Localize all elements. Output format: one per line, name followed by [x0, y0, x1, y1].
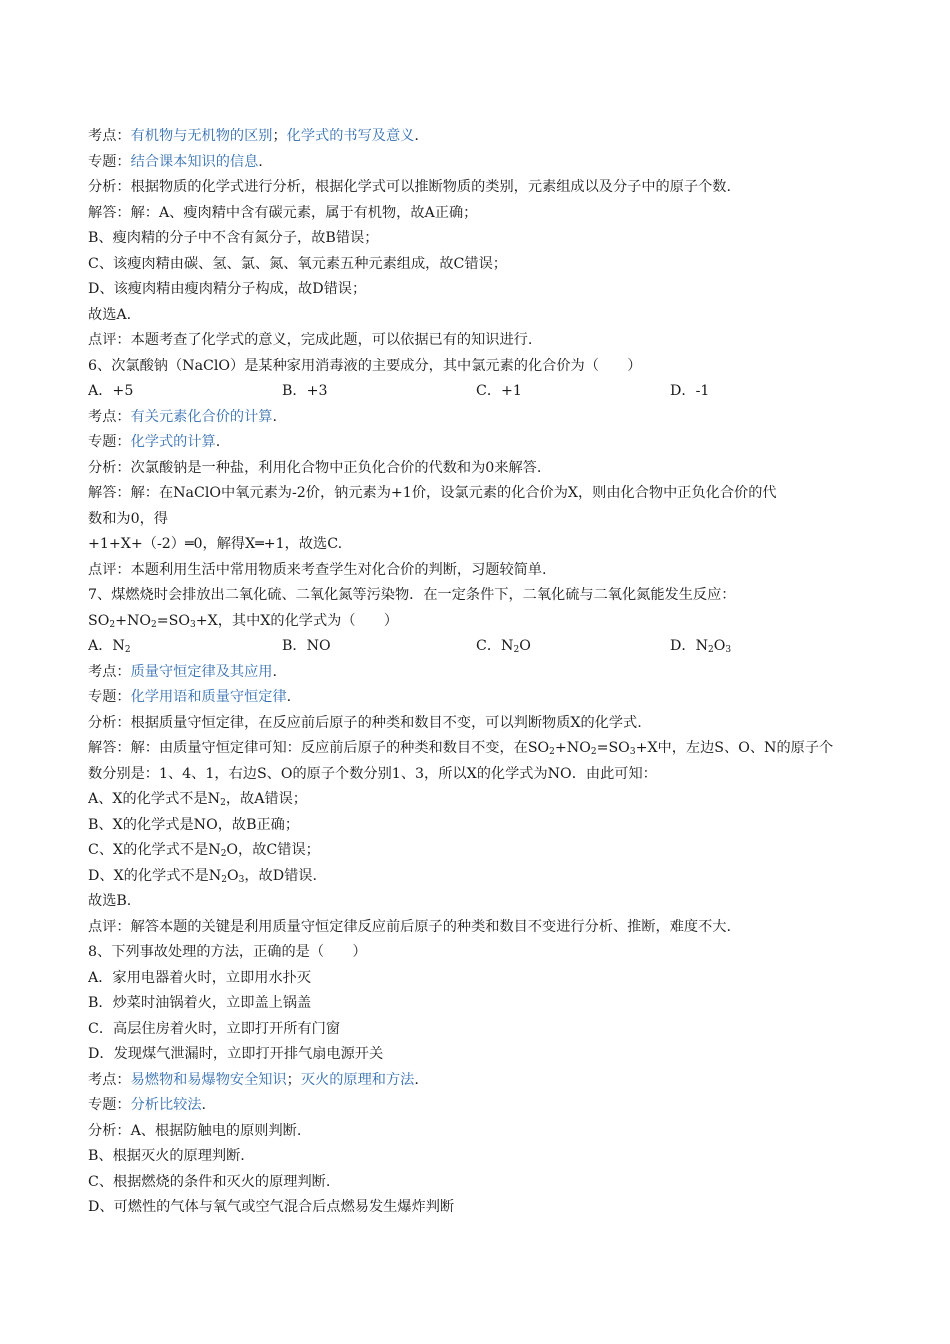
option-c: C．高层住房着火时，立即打开所有门窗: [88, 1020, 341, 1037]
option-row: [88, 634, 878, 660]
zhuanti-line: 专题：分析比较法.: [88, 1097, 207, 1113]
answer-line: A、X的化学式不是$N_2$，故A错误；: [88, 791, 307, 808]
kaodian-line: 考点：易燃物和易爆物安全知识；灭火的原理和方法.: [88, 1071, 419, 1088]
zhuanti-link[interactable]: 分析比较法: [130, 1097, 202, 1113]
dianping-line: 点评：本题考查了化学式的意义，完成此题，可以依据已有的知识进行.: [88, 332, 533, 348]
question-stem: 6、次氯酸钠（NaClO）是某种家用消毒液的主要成分，其中氯元素的化合价为（ ）: [88, 357, 642, 374]
document-page: [88, 124, 878, 1221]
question-stem: 8、下列事故处理的方法，正确的是（ ）: [88, 944, 367, 960]
fenxi-line: B、根据灭火的原理判断.: [88, 1148, 245, 1164]
jieda-line: 数和为0，得: [88, 510, 168, 527]
option-c: C．$N_2O$: [476, 638, 531, 655]
kaodian-link[interactable]: 有机物与无机物的区别: [130, 128, 273, 144]
answer-line: B、瘦肉精的分子中不含有氮分子，故B错误；: [88, 230, 379, 246]
fenxi-line: 分析：根据物质的化学式进行分析，根据化学式可以推断物质的类别，元素组成以及分子中的原子个数.: [88, 179, 731, 195]
fenxi-line: D、可燃性的气体与氧气或空气混合后点燃易发生爆炸判断: [88, 1199, 455, 1215]
answer-line: C、该瘦肉精由碳、氢、氯、氮、氧元素五种元素组成，故C错误；: [88, 255, 507, 272]
kaodian-link[interactable]: 有关元素化合价的计算: [130, 408, 273, 425]
fenxi-line: 分析：A、根据防触电的原则判断.: [88, 1122, 302, 1139]
kaodian-link[interactable]: 化学式的书写及意义: [286, 128, 415, 144]
zhuanti-link[interactable]: 化学用语和质量守恒定律: [130, 689, 287, 705]
option-a: A．+5: [88, 383, 134, 399]
jieda-line: 解答：解：A、瘦肉精中含有碳元素，属于有机物，故A正确；: [88, 204, 478, 221]
jieda-line: 解答：解：在NaClO中氧元素为-2价，钠元素为+1价，设氯元素的化合价为X，则由化合物中正负化合价的代: [88, 485, 777, 501]
kaodian-link[interactable]: 灭火的原理和方法: [300, 1071, 415, 1088]
zhuanti-line: 专题：化学用语和质量守恒定律.: [88, 689, 292, 705]
kaodian-link[interactable]: 质量守恒定律及其应用: [130, 663, 273, 680]
kaodian-line: 考点：有机物与无机物的区别；化学式的书写及意义.: [88, 128, 419, 144]
question-equation: $SO_2+NO_2=SO_3+X$，其中X的化学式为（ ）: [88, 612, 399, 630]
choice-line: 故选A.: [88, 306, 132, 323]
fenxi-line: 分析：次氯酸钠是一种盐，利用化合物中正负化合价的代数和为0来解答.: [88, 459, 542, 476]
jieda-line: +1+X+（-2）═0，解得X═+1，故选C.: [88, 536, 343, 552]
jieda-line: 解答：解：由质量守恒定律可知：反应前后原子的种类和数目不变，在$SO_2+NO_2=SO_3+X$中，左边S、O、N的原子个: [88, 740, 834, 757]
option-a: A．家用电器着火时，立即用水扑灭: [88, 969, 312, 986]
kaodian-link[interactable]: 易燃物和易爆物安全知识: [130, 1071, 287, 1088]
option-d: D．-1: [670, 383, 710, 399]
zhuanti-link[interactable]: 结合课本知识的信息: [130, 153, 259, 170]
answer-line: D、X的化学式不是$N_2O_3$，故D错误.: [88, 867, 317, 885]
choice-line: 故选B.: [88, 893, 132, 909]
option-b: B．炒菜时油锅着火，立即盖上锅盖: [88, 995, 312, 1011]
kaodian-line: 考点：有关元素化合价的计算.: [88, 408, 277, 425]
zhuanti-link[interactable]: 化学式的计算: [130, 434, 216, 450]
dianping-line: 点评：本题利用生活中常用物质来考查学生对化合价的判断，习题较简单.: [88, 561, 547, 578]
dianping-line: 点评：解答本题的关键是利用质量守恒定律反应前后原子的种类和数目不变进行分析、推断，难度不大.: [88, 918, 731, 935]
jieda-line: 数分别是：1、4、1，右边S、O的原子个数分别1、3，所以X的化学式为NO．由此可知：: [88, 765, 657, 782]
question-stem: 7、煤燃烧时会排放出二氧化硫、二氧化氮等污染物．在一定条件下，二氧化硫与二氧化氮能发生反应：: [88, 587, 736, 603]
kaodian-line: 考点：质量守恒定律及其应用.: [88, 663, 277, 680]
zhuanti-line: 专题：结合课本知识的信息.: [88, 153, 263, 170]
fenxi-line: C、根据燃烧的条件和灭火的原理判断.: [88, 1173, 331, 1190]
answer-line: D、该瘦肉精由瘦肉精分子构成，故D错误；: [88, 281, 367, 297]
answer-line: B、X的化学式是NO，故B正确；: [88, 816, 300, 833]
option-d: D．$N_2O_3$: [670, 638, 732, 655]
zhuanti-line: 专题：化学式的计算.: [88, 434, 221, 450]
option-d: D．发现煤气泄漏时，立即打开排气扇电源开关: [88, 1046, 384, 1062]
option-row: [88, 379, 878, 405]
answer-line: C、X的化学式不是$N_2O$，故C错误；: [88, 842, 320, 859]
option-c: C．+1: [476, 383, 522, 399]
kaodian-label: 考点：: [88, 128, 131, 144]
fenxi-line: 分析：根据质量守恒定律，在反应前后原子的种类和数目不变，可以判断物质X的化学式.: [88, 714, 642, 731]
option-a: A．$N_2$: [88, 638, 131, 655]
option-b: B．NO: [282, 638, 331, 654]
option-b: B．+3: [282, 383, 328, 399]
